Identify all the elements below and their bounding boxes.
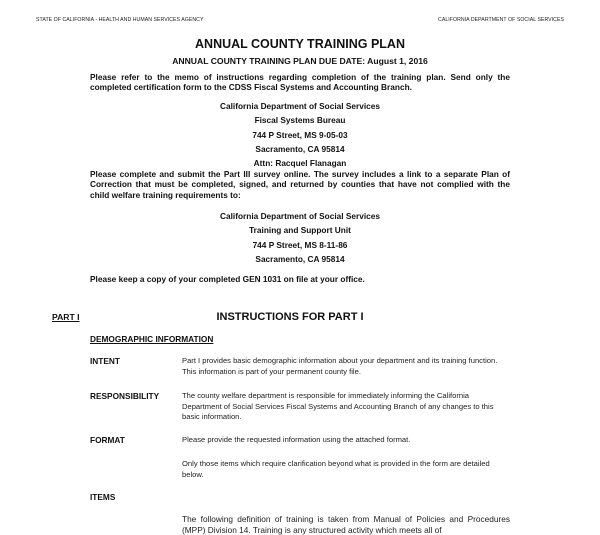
definition-intent: Part I provides basic demographic information about your department and its training function. This information is part of your permanent county file. — [182, 356, 498, 376]
address-line: Attn: Racquel Flanagan — [253, 158, 347, 169]
training-address-block — [0, 209, 600, 266]
address-line: Training and Support Unit — [249, 225, 351, 236]
survey-paragraph: Please complete and submit the Part III survey online. The survey includes a link to a separate Plan of Correction that must be completed, signed, and returned by counties that have not complied with the child welfare training requirements to: — [90, 169, 510, 200]
address-line: California Department of Social Services — [220, 101, 380, 111]
due-date: ANNUAL COUNTY TRAINING PLAN DUE DATE: August 1, 2016 — [172, 56, 428, 66]
definition-format: Please provide the requested information using the attached format. — [182, 435, 411, 444]
fiscal-address-block — [0, 99, 600, 170]
address-line: Sacramento, CA 95814 — [255, 253, 345, 264]
part-title: INSTRUCTIONS FOR PART I — [216, 311, 364, 323]
part-label: PART I — [52, 312, 80, 322]
training-definition: The following definition of training is taken from Manual of Policies and Procedures (MPP) Division 14. Training is any structured activity which meets all of — [182, 514, 510, 535]
address-line: California Department of Social Services — [220, 211, 380, 221]
term-items: ITEMS — [90, 492, 116, 502]
address-line: 744 P Street, MS 8-11-86 — [252, 239, 348, 250]
keep-copy-note: Please keep a copy of your completed GEN 1031 on file at your office. — [90, 274, 365, 284]
document-title: ANNUAL COUNTY TRAINING PLAN — [195, 37, 405, 51]
term-intent: INTENT — [90, 356, 120, 366]
address-line: Sacramento, CA 95814 — [255, 143, 345, 154]
format-clarification: Only those items which require clarification beyond what is provided in the form are detailed below. — [182, 459, 490, 479]
intro-paragraph: Please refer to the memo of instructions regarding completion of the training plan. Send only the completed certification form to the CDSS Fiscal Systems and Accounting Branch. — [90, 72, 510, 93]
address-line: 744 P Street, MS 9-05-03 — [252, 129, 348, 140]
section-heading: DEMOGRAPHIC INFORMATION — [90, 334, 214, 344]
address-line: Fiscal Systems Bureau — [254, 115, 346, 126]
definition-responsibility: The county welfare department is responsible for immediately informing the California Department of Social Services Fiscal Systems and Accounting Branch of any changes to this basic information. — [182, 391, 494, 421]
header-department: CALIFORNIA DEPARTMENT OF SOCIAL SERVICES — [438, 17, 564, 23]
term-format: FORMAT — [90, 435, 125, 445]
header-agency: STATE OF CALIFORNIA - HEALTH AND HUMAN SERVICES AGENCY — [36, 17, 204, 23]
term-responsibility: RESPONSIBILITY — [90, 391, 160, 401]
